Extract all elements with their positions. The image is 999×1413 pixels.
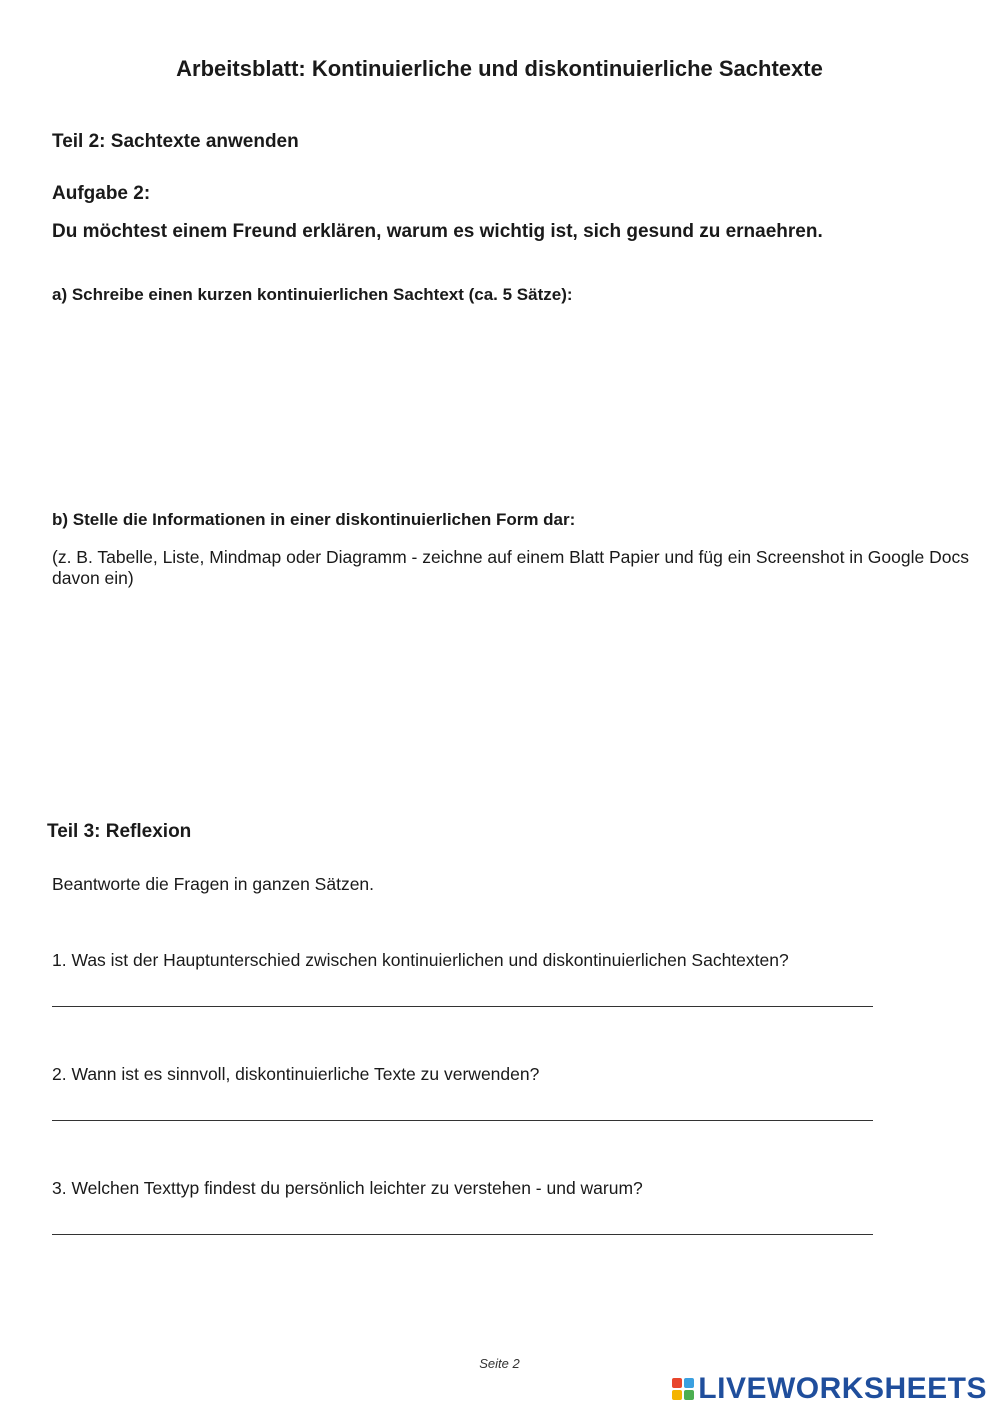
question-1: 1. Was ist der Hauptunterschied zwischen kontinuierlichen und diskontinuierlichen Sachtexten? [52,950,789,970]
liveworksheets-logo-text: LIVEWORKSHEETS [698,1372,987,1405]
question-2: 2. Wann ist es sinnvoll, diskontinuierliche Texte zu verwenden? [52,1064,540,1084]
answer-line-1[interactable] [52,1006,873,1007]
part3-heading: Teil 3: Reflexion [47,821,192,842]
task-b-answer-area[interactable] [52,600,952,800]
task-a-prompt: a) Schreibe einen kurzen kontinuierlichen Sachtext (ca. 5 Sätze): [52,285,573,304]
task-b-prompt: b) Stelle die Informationen in einer diskontinuierlichen Form dar: [52,510,576,529]
task-a-answer-area[interactable] [52,315,952,495]
part3-instruction: Beantworte die Fragen in ganzen Sätzen. [52,874,375,894]
liveworksheets-logo-icon [672,1378,694,1400]
liveworksheets-logo [672,1374,987,1404]
page-title: Arbeitsblatt: Kontinuierliche und diskontinuierliche Sachtexte [176,56,823,81]
task-heading: Aufgabe 2: [52,183,151,204]
task-text: Du möchtest einem Freund erklären, warum es wichtig ist, sich gesund zu ernaehren. [52,221,823,242]
answer-line-2[interactable] [52,1120,873,1121]
page-number: Seite 2 [479,1356,520,1371]
task-b-hint: (z. B. Tabelle, Liste, Mindmap oder Diagramm - zeichne auf einem Blatt Papier und füg ein Screenshot in Google Docs davon ein) [52,547,969,588]
part2-heading: Teil 2: Sachtexte anwenden [52,131,299,152]
answer-line-3[interactable] [52,1234,873,1235]
question-3: 3. Welchen Texttyp findest du persönlich leichter zu verstehen - und warum? [52,1178,643,1198]
